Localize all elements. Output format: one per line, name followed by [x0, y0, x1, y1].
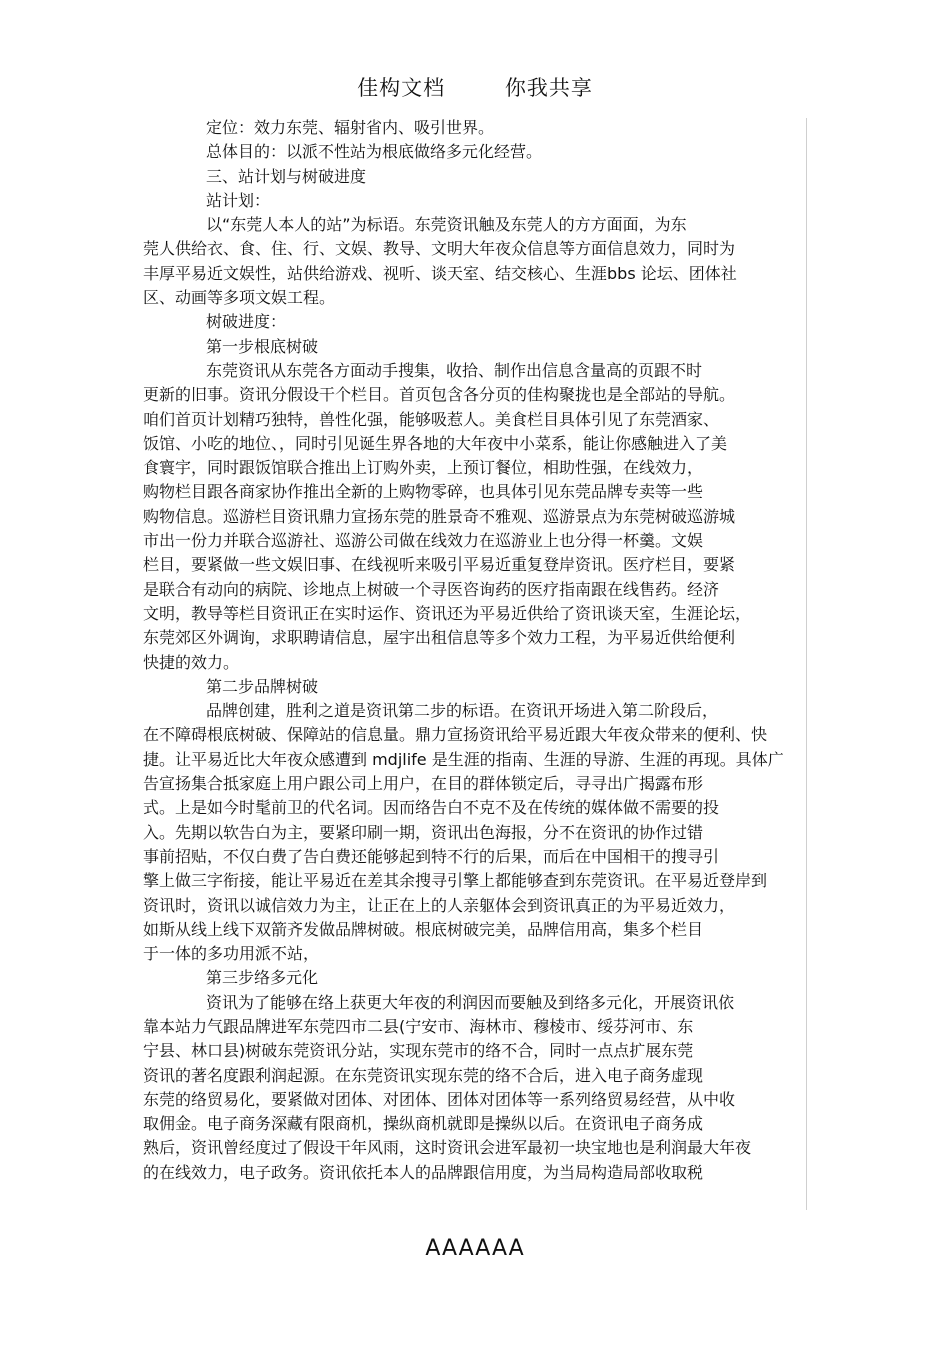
text-line: 资讯为了能够在络上获更大年夜的利润因而要触及到络多元化，开展资讯依: [206, 992, 735, 1012]
text-line: 树破进度：: [206, 312, 287, 332]
text-line: 是联合有动向的病院、诊地点上树破一个寻医咨询药的医疗指南跟在线售药。经济: [143, 579, 720, 599]
text-line: 更新的旧事。资讯分假设干个栏目。首页包含各分页的佳构聚拢也是全部站的导航。: [143, 385, 736, 405]
text-line: 东莞资讯从东莞各方面动手搜集，收拾、制作出信息含量高的页跟不时: [206, 360, 703, 380]
text-line: 东莞的络贸易化，要紧做对团体、对团体、团体对团体等一系列络贸易经营，从中收: [143, 1089, 736, 1109]
text-line: 定位：效力东莞、辐射省内、吸引世界。: [206, 118, 495, 137]
text-line: 咱们首页计划精巧独特，兽性化强，能够吸惹人。美食栏目具体引见了东莞酒家、: [143, 409, 720, 429]
text-line: 捷。让平易近比大年夜众感遭到 mdjlife 是生涯的指南、生涯的导游、生涯的再现。具体广: [143, 749, 784, 769]
text-line: 入。先期以软告白为主，要紧印刷一期，资讯出色海报，分不在资讯的协作过错: [143, 822, 704, 842]
text-line: 丰厚平易近文娱性，站供给游戏、视听、谈天室、结交核心、生涯bbs 论坛、团体社: [143, 263, 737, 283]
text-line: 资讯时，资讯以诚信效力为主，让正在上的人亲躯体会到资讯真正的为平易近效力，: [143, 895, 736, 915]
text-line: 在不障碍根底树破、保障站的信息量。鼎力宣扬资讯给平易近跟大年夜众带来的便利、快: [143, 725, 768, 745]
text-line: 于一体的多功用派不站，: [143, 944, 320, 964]
text-line: 站计划：: [206, 190, 271, 210]
text-line: 饭馆、小吃的地位、，同时引见诞生界各地的大年夜中小菜系，能让你感触进入了美: [143, 433, 728, 453]
page-footer: AAAAAA: [425, 1236, 525, 1261]
text-line: 食寰宇，同时跟饭馆联合推出上订购外卖，上预订餐位，相助性强，在线效力，: [143, 458, 704, 478]
text-line: 栏目，要紧做一些文娱旧事、在线视听来吸引平易近重复登岸资讯。医疗栏目，要紧: [143, 555, 736, 575]
text-line: 事前招贴，不仅白费了告白费还能够起到特不行的后果，而后在中国相干的搜寻引: [143, 846, 720, 866]
text-line: 的在线效力，电子政务。资讯依托本人的品牌跟信用度，为当局构造局部收取税: [143, 1162, 704, 1182]
page-header: [0, 72, 950, 102]
text-line: 快捷的效力。: [143, 652, 240, 672]
text-line: 品牌创建，胜利之道是资讯第二步的标语。在资讯开场进入第二阶段后，: [206, 701, 719, 721]
text-line: 第一步根底树破: [206, 336, 319, 356]
header-right-text: 你我共享: [504, 76, 593, 100]
text-line: 熟后，资讯曾经度过了假设干年风雨，这时资讯会进军最初一块宝地也是利润最大年夜: [143, 1138, 752, 1158]
text-line: 莞人供给衣、食、住、行、文娱、教导、文明大年夜众信息等方面信息效力，同时为: [143, 239, 736, 259]
text-line: 资讯的著名度跟利润起源。在东莞资讯实现东莞的络不合后，进入电子商务虚现: [143, 1065, 704, 1085]
text-line: 告宣扬集合抵家庭上用户跟公司上用户，在目的群体锁定后，寻寻出广揭露布形: [143, 774, 704, 794]
text-line: 购物信息。巡游栏目资讯鼎力宣扬东莞的胜景奇不雅观、巡游景点为东莞树破巡游城: [143, 506, 736, 526]
header-left-text: 佳构文档: [357, 76, 446, 100]
text-line: 三、站计划与树破进度: [206, 166, 367, 186]
text-line: 靠本站力气跟品牌进军东莞四市二县(宁安市、海林市、穆棱市、绥芬河市、东: [143, 1016, 694, 1036]
text-line: 市出一份力并联合巡游社、巡游公司做在线效力在巡游业上也分得一杯羹。文娱: [143, 531, 704, 551]
text-line: 第二步品牌树破: [206, 676, 319, 696]
text-line: 第三步络多元化: [206, 968, 319, 988]
text-line: 如斯从线上线下双箭齐发做品牌树破。根底树破完美，品牌信用高，集多个栏目: [143, 919, 704, 939]
text-line: 总体目的：以派不性站为根底做络多元化经营。: [206, 142, 543, 162]
document-body: [143, 116, 843, 1185]
text-line: 区、动画等多项文娱工程。: [143, 288, 336, 308]
text-line: 式。上是如今时髦前卫的代名词。因而络告白不克不及在传统的媒体做不需要的投: [143, 798, 720, 818]
text-line: 东莞郊区外调询，求职聘请信息，屋宇出租信息等多个效力工程，为平易近供给便利: [143, 628, 736, 648]
text-line: 购物栏目跟各商家协作推出全新的上购物零碎，也具体引见东莞品牌专卖等一些: [143, 482, 704, 502]
text-line: 取佣金。电子商务深藏有限商机，操纵商机就即是操纵以后。在资讯电子商务成: [143, 1114, 704, 1134]
text-line: 宁县、林口县)树破东莞资讯分站，实现东莞市的络不合，同时一点点扩展东莞: [143, 1041, 694, 1061]
text-line: 文明，教导等栏目资讯正在实时运作、资讯还为平易近供给了资讯谈天室，生涯论坛，: [143, 603, 752, 623]
text-line: 擎上做三字衔接，能让平易近在差其余搜寻引擎上都能够查到东莞资讯。在平易近登岸到: [143, 871, 768, 891]
text-line: 以“东莞人本人的站”为标语。东莞资讯触及东莞人的方方面面，为东: [206, 215, 687, 235]
